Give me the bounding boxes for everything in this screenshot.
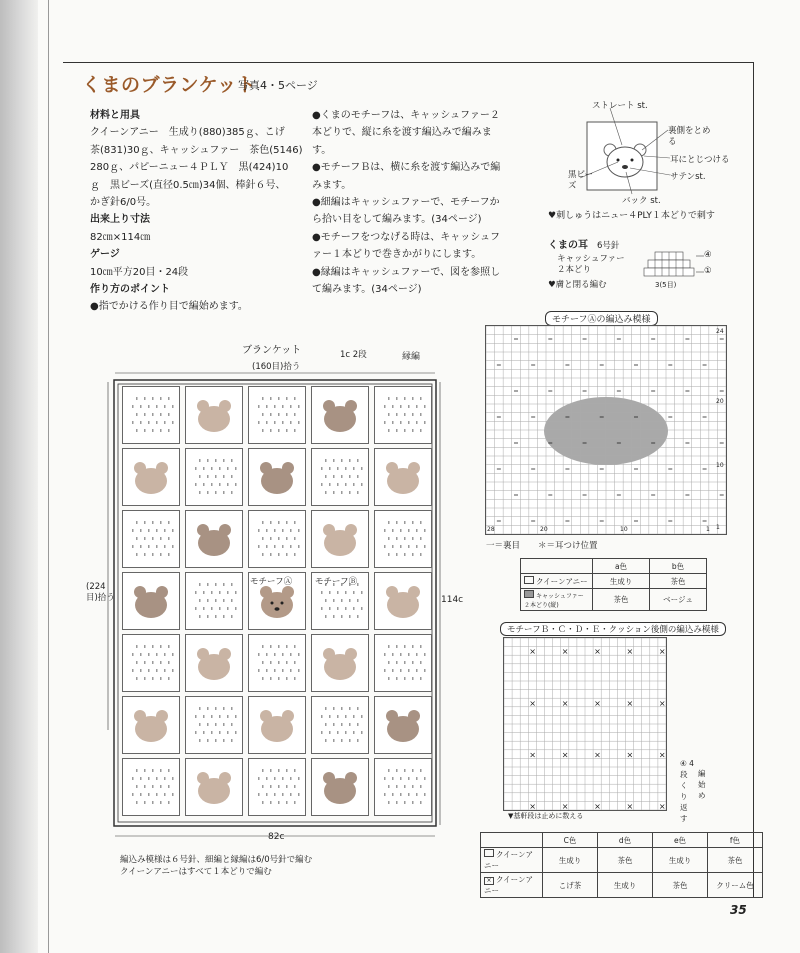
chart-b-grid [503, 637, 667, 811]
ear-yarn: キャッシュファー [557, 254, 625, 264]
bear-motif-square [311, 510, 369, 568]
blanket-border-label: 縁編 [402, 352, 421, 362]
svg-text:×: × [626, 698, 634, 708]
materials-heading: 材料と用具 [90, 110, 140, 121]
chart-a-row-mark: 10 [716, 462, 724, 469]
table-cell: × クイーンアニー [481, 873, 543, 898]
blanket-width: 82c [268, 832, 285, 842]
chart-a-row-mark: 24 [716, 328, 724, 335]
chart-a-col-mark: 28 [487, 526, 495, 533]
bear-motif-square [185, 386, 243, 444]
svg-text:×: × [561, 698, 569, 708]
bear-motif-square [122, 572, 180, 630]
sketch-label-back: 裏側をとめる [668, 126, 711, 147]
table-cell: 茶色 [653, 873, 708, 898]
bear-motif-square [122, 696, 180, 754]
book-binding [0, 0, 38, 953]
blanket-height: 114c [441, 595, 464, 605]
bear-motif-square [248, 448, 306, 506]
table-cell [521, 559, 593, 574]
dotted-motif-square [248, 758, 306, 816]
chart-b-color-table [480, 832, 763, 898]
instruction-line: ●細編はキャッシュファーで、モチーフか [312, 197, 500, 209]
table-cell: C色 [543, 833, 598, 848]
bear-motif-square [185, 758, 243, 816]
svg-text:×: × [594, 802, 601, 810]
svg-text:×: × [658, 802, 666, 810]
table-cell: 生成り [598, 873, 653, 898]
bear-motif-square [122, 448, 180, 506]
chart-a-row-mark: 20 [716, 398, 724, 405]
bear-motif-square [248, 696, 306, 754]
table-cell: 茶色 [708, 848, 763, 873]
photo-reference: 写真4・5ページ [238, 79, 318, 92]
table-cell: 生成り [653, 848, 708, 873]
embroidery-note: ♥刺しゅうはニュー４PLY１本どりで刺す [548, 211, 715, 221]
chart-b-end-note: ▼基軒段は止めに数える [508, 812, 584, 820]
table-cell: 茶色 [593, 589, 650, 611]
svg-text:×: × [529, 750, 537, 760]
svg-text:×: × [561, 802, 569, 810]
table-cell [521, 589, 593, 611]
instruction-line: ●くまのモチーフは、キャッシュファー２ [312, 110, 500, 121]
dotted-motif-square [122, 386, 180, 444]
table-cell: 茶色 [650, 574, 707, 589]
ear-note: ♥膚と閉る編む [548, 280, 607, 290]
sketch-bear-face [607, 147, 643, 177]
ear-mark-bottom: ① [704, 266, 712, 276]
bear-motif-square [185, 510, 243, 568]
materials-line: 茶(831)30ｇ、キャッシュファー 茶色(5146) [90, 144, 303, 156]
table-cell: クリーム色 [708, 873, 763, 898]
blanket-side-measure: (224目)拾う [86, 582, 115, 603]
svg-text:×: × [594, 647, 601, 657]
dotted-motif-square [248, 386, 306, 444]
chart-a-col-mark: 20 [540, 526, 548, 533]
materials-line: かぎ針6/0号。 [90, 197, 157, 209]
page-title: くまのブランケット [82, 74, 257, 96]
table-cell: こげ茶 [543, 873, 598, 898]
svg-text:×: × [561, 750, 569, 760]
chart-b-repeat-note: ④ 4段 くり返す [680, 759, 694, 823]
right-rule [753, 62, 754, 897]
svg-text:×: × [626, 647, 634, 657]
instruction-line: ●縁編はキャッシュファーで、図を参照し [312, 266, 501, 278]
dotted-motif-square [374, 510, 432, 568]
sketch-label-backstitch: バック st. [622, 196, 661, 206]
instruction-line: 本どりで、縦に糸を渡す編込みで編みま [312, 127, 492, 139]
table-cell: 生成り [543, 848, 598, 873]
table-cell-text: クイーンアニー [536, 576, 588, 586]
svg-text:×: × [658, 698, 666, 708]
dotted-motif-square [185, 696, 243, 754]
dotted-motif-square [374, 758, 432, 816]
instruction-line: みます。 [312, 179, 352, 191]
motif-b-label: モチーフⒷ [315, 577, 358, 587]
sketch-label-beads: 黒ビーズ [568, 170, 594, 191]
bear-motif-square [311, 386, 369, 444]
svg-text:×: × [658, 647, 666, 657]
svg-text:×: × [626, 802, 634, 810]
table-cell [521, 574, 593, 589]
dotted-motif-square [311, 448, 369, 506]
sketch-label-ear: 耳にとじつける [670, 155, 730, 165]
svg-text:×: × [594, 698, 601, 708]
instruction-line: ●モチーフＢは、横に糸を渡す編込みで編 [312, 162, 501, 174]
points-line: ●指でかける作り目で編始めます。 [90, 301, 248, 313]
svg-text:×: × [658, 750, 666, 760]
instruction-line: す。 [312, 144, 332, 156]
svg-text:×: × [529, 802, 537, 810]
dotted-motif-square [185, 448, 243, 506]
blanket-label: ブランケット [242, 345, 302, 356]
table-cell: a色 [593, 559, 650, 574]
motif-a-label: モチーフⒶ [250, 577, 293, 587]
dotted-motif-square [122, 510, 180, 568]
size-heading: 出来上り寸法 [90, 214, 150, 226]
chart-a-col-mark: 10 [620, 526, 628, 533]
bear-motif-square [185, 634, 243, 692]
bear-motif-square [311, 634, 369, 692]
chart-a-color-table [520, 558, 707, 611]
blanket-top-measure: (160目)拾う [252, 362, 301, 372]
knitting-note: 編込み模様は６号針、細編と縁編は6/0号針で編む [120, 855, 313, 865]
table-cell: 生成り [593, 574, 650, 589]
table-cell [481, 833, 543, 848]
sketch-eye-left [617, 159, 620, 162]
svg-text:×: × [626, 750, 634, 760]
chart-a-title: モチーフⒶの編込み模様 [545, 311, 658, 326]
table-cell-text: クイーンアニー [484, 850, 533, 870]
table-cell: ベージュ [650, 589, 707, 611]
table-cell-text: クイーンアニー [484, 875, 533, 895]
ear-heading: くまの耳 [548, 240, 588, 251]
table-cell [481, 848, 543, 873]
svg-text:×: × [529, 698, 537, 708]
knitting-note: クイーンアニーはすべて１本どりで編む [120, 867, 272, 877]
top-rule [63, 62, 753, 63]
table-cell-text: キャッシュファー２本どり(縦) [524, 593, 584, 609]
materials-line: クイーンアニー 生成り(880)385ｇ、こげ [90, 127, 285, 139]
gauge-heading: ゲージ [90, 249, 120, 261]
materials-line: 280ｇ、パピーニュー４ＰＬＹ 黒(424)10 [90, 162, 289, 174]
ear-needle: 6号針 [597, 241, 620, 251]
page-number: 35 [730, 903, 747, 917]
ear-yarn-strands: ２本どり [557, 265, 592, 275]
table-cell: e色 [653, 833, 708, 848]
dotted-motif-square [122, 634, 180, 692]
size-value: 82㎝×114㎝ [90, 231, 151, 243]
dotted-motif-square [374, 386, 432, 444]
svg-text:×: × [529, 647, 537, 657]
sketch-eye-right [631, 159, 634, 162]
chart-a-col-mark: 1 [706, 526, 710, 533]
dotted-motif-square [185, 572, 243, 630]
chart-b-start-label: 編始め [698, 769, 706, 800]
materials-line: ｇ 黒ビーズ(直径0.5㎝)34個、棒針６号、 [90, 179, 286, 191]
ear-count: 3(5目) [655, 281, 677, 289]
sketch-label-satin: サテンst. [670, 172, 706, 182]
chart-a-legend-ear: ＊＝耳つけ位置 [538, 541, 598, 551]
sketch-nose [622, 165, 628, 169]
blanket-corner: 1c 2段 [340, 350, 367, 360]
chart-a-row-mark: 1 [716, 524, 720, 531]
gauge-value: 10㎝平方20目・24段 [90, 266, 189, 278]
chart-a-grid [485, 325, 727, 535]
dotted-motif-square [311, 696, 369, 754]
page-edge-line [48, 0, 49, 953]
instruction-line: て編みます。(34ページ) [312, 284, 422, 296]
chart-a-legend-purl: 一＝裏目 [486, 541, 521, 551]
ear-mark-top: ④ [704, 250, 712, 260]
table-cell: d色 [598, 833, 653, 848]
instructions-column [312, 107, 522, 298]
dotted-motif-square [248, 510, 306, 568]
dotted-motif-square [122, 758, 180, 816]
bear-motif-square [374, 696, 432, 754]
materials-column [90, 107, 305, 316]
table-cell: 茶色 [598, 848, 653, 873]
table-cell: b色 [650, 559, 707, 574]
bear-motif-square [374, 572, 432, 630]
instruction-line: ら拾い目をして編みます。(34ページ) [312, 214, 482, 226]
dotted-motif-square [374, 634, 432, 692]
bear-motif-square [374, 448, 432, 506]
knitting-notes [120, 854, 312, 878]
table-cell: f色 [708, 833, 763, 848]
svg-text:×: × [561, 647, 569, 657]
sketch-label-straight: ストレート st. [592, 101, 648, 111]
chart-b-title: モチーフＢ・Ｃ・Ｄ・Ｅ・クッション後側の編込み模様 [500, 622, 726, 636]
bear-motif-square [311, 758, 369, 816]
instruction-line: ●モチーフをつなげる時は、キャッシュフ [312, 231, 501, 243]
svg-text:×: × [594, 750, 601, 760]
points-heading: 作り方のポイント [90, 284, 170, 296]
dotted-motif-square [248, 634, 306, 692]
instruction-line: ァー１本どりで巻きかがりにします。 [312, 249, 482, 261]
